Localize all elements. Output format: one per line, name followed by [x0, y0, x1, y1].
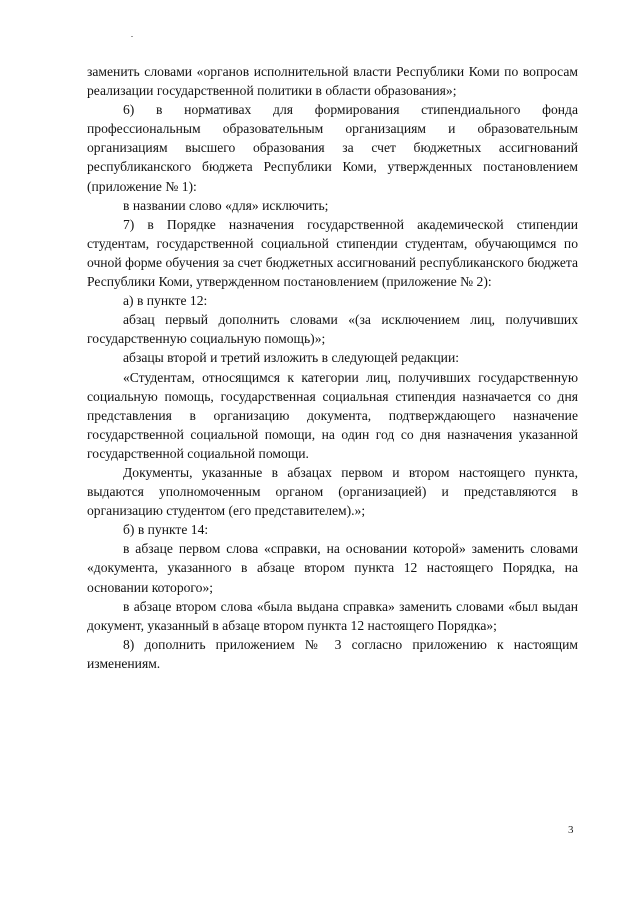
page-number: 3 — [568, 824, 574, 836]
paragraph: заменить словами «органов исполнительной власти Республики Коми по вопросам реализации государственной политики в области образования»; — [87, 64, 578, 99]
paragraph: в абзаце втором слова «была выдана справка» заменить словами «был выдан документ, указанный в абзаце втором пункта 12 настоящего Порядка»; — [87, 598, 578, 633]
paragraph: «Студентам, относящимся к категории лиц, получивших государственную социальную помощь, государственная социальная стипендия назначается со дня представления в организацию документа, подтверждающего назначение государственной социальной помощи, на один год со дня назначения указанной государственной социальной помощи. — [87, 369, 578, 461]
paragraph: Документы, указанные в абзацах первом и втором настоящего пункта, выдаются уполномоченным органом (организацией) и представляются в организацию студентом (его представителем).»; — [87, 464, 578, 519]
paragraph: б) в пункте 14: — [123, 522, 209, 538]
paragraph: в абзаце первом слова «справки, на основании которой» заменить словами «документа, указанного в абзаце втором пункта 12 настоящего Порядка, на основании которого»; — [87, 541, 578, 595]
body-text — [87, 62, 578, 673]
paragraph: абзацы второй и третий изложить в следующей редакции: — [123, 350, 459, 366]
scan-speck — [131, 36, 133, 37]
paragraph: в названии слово «для» исключить; — [123, 197, 329, 213]
paragraph: а) в пункте 12: — [123, 293, 208, 309]
paragraph: 8) дополнить приложением № 3 согласно приложению к настоящим изменениям. — [87, 636, 578, 671]
paragraph: абзац первый дополнить словами «(за исключением лиц, получивших государственную социальную помощь)»; — [87, 312, 578, 347]
paragraph: 6) в нормативах для формирования стипендиального фонда профессиональным образовательным организациям и образовательным организациям высшего образования за счет бюджетных ассигнований республиканского бюджета Республики Коми, утвержденных постановлением (приложение № 1): — [87, 102, 578, 194]
paragraph: 7) в Порядке назначения государственной академической стипендии студентам, государственной социальной стипендии студентам, обучающимся по очной форме обучения за счет бюджетных ассигнований республиканского бюджета Республики Коми, утвержденном постановлением (приложение № 2): — [87, 216, 578, 290]
